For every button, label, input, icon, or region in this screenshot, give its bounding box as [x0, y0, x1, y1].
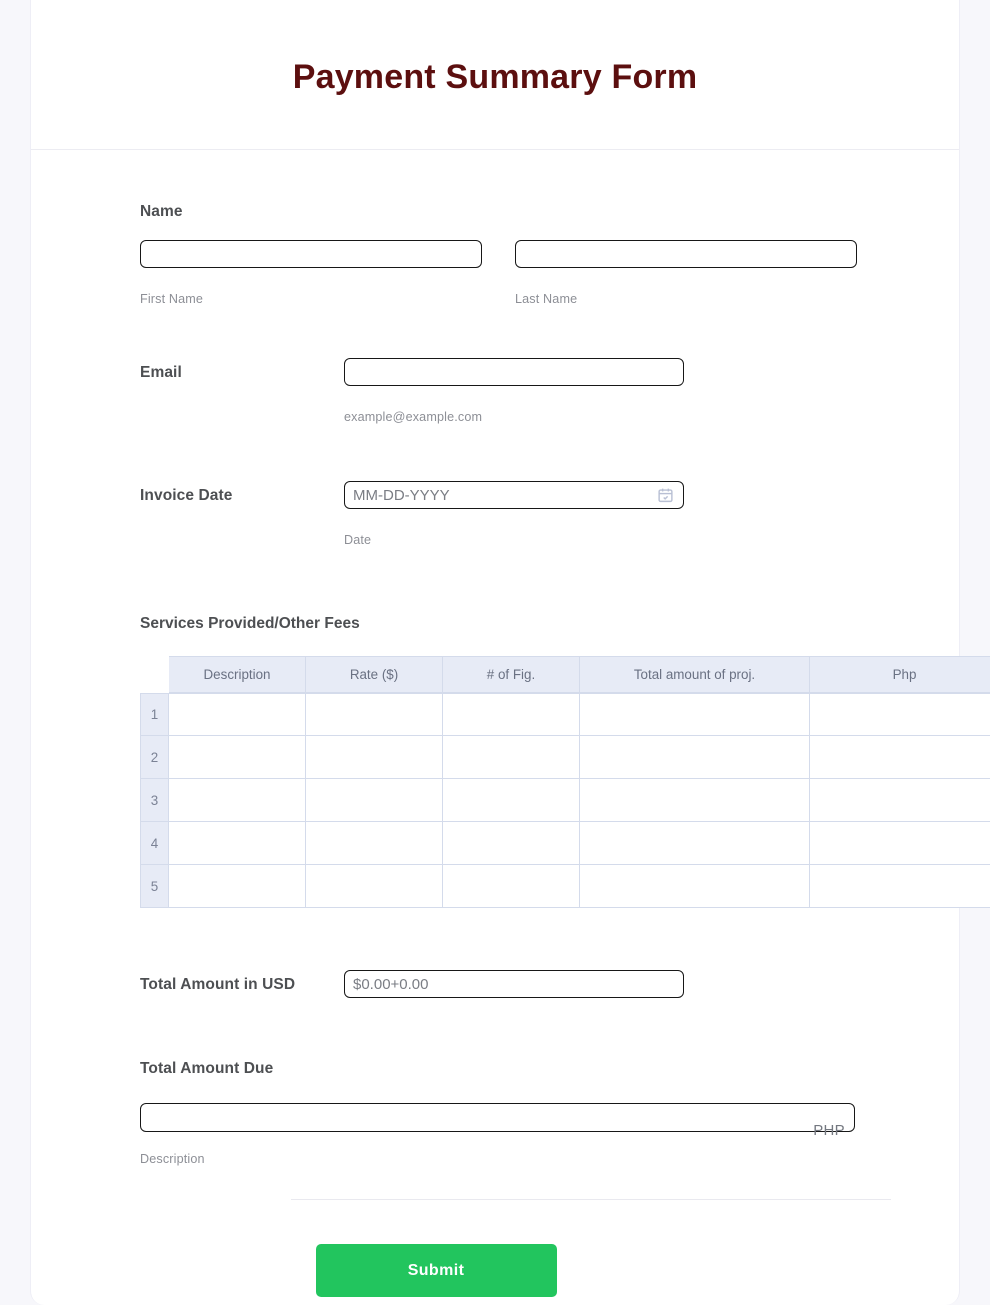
column-header-description: Description [169, 656, 306, 693]
cell-fig[interactable] [443, 865, 580, 908]
table-row [140, 822, 990, 865]
php-currency-suffix: PHP [813, 1122, 845, 1139]
cell-php[interactable] [810, 822, 990, 865]
total-usd-input[interactable]: $0.00+0.00 [344, 970, 684, 998]
total-due-group [31, 1060, 959, 1166]
last-name-column [515, 240, 857, 306]
name-field-group [31, 203, 959, 306]
email-sublabel: example@example.com [344, 410, 483, 424]
calendar-check-icon[interactable] [657, 487, 674, 504]
submit-row [31, 1200, 959, 1297]
last-name-input[interactable] [515, 240, 857, 268]
total-due-input[interactable] [140, 1103, 855, 1132]
invoice-date-control [344, 481, 684, 547]
email-control [344, 358, 684, 424]
services-table-head [140, 656, 990, 693]
form-page [30, 0, 960, 1305]
invoice-date-field-group [31, 481, 959, 547]
cell-description[interactable] [169, 865, 306, 908]
row-number-header [140, 656, 169, 693]
column-header-fig: # of Fig. [443, 656, 580, 693]
name-column-gap [482, 240, 515, 306]
services-table-title: Services Provided/Other Fees [140, 615, 360, 632]
invoice-date-sublabel: Date [344, 533, 372, 547]
total-usd-control [344, 970, 684, 998]
form-body [31, 203, 959, 1297]
services-table-body [140, 693, 990, 908]
table-row [140, 865, 990, 908]
last-name-sublabel: Last Name [515, 292, 578, 306]
first-name-sublabel: First Name [140, 292, 204, 306]
cell-php[interactable] [810, 736, 990, 779]
total-usd-group [31, 970, 959, 998]
name-label: Name [140, 203, 183, 220]
cell-description[interactable] [169, 822, 306, 865]
first-name-input[interactable] [140, 240, 482, 268]
table-row [140, 693, 990, 736]
invoice-date-label: Invoice Date [140, 487, 233, 504]
table-row [140, 779, 990, 822]
table-row [140, 736, 990, 779]
cell-rate[interactable] [306, 779, 443, 822]
column-header-rate: Rate ($) [306, 656, 443, 693]
cell-description[interactable] [169, 693, 306, 736]
cell-fig[interactable] [443, 822, 580, 865]
cell-rate[interactable] [306, 865, 443, 908]
total-due-control [140, 1103, 855, 1139]
cell-rate[interactable] [306, 736, 443, 779]
cell-total-amount[interactable] [580, 865, 810, 908]
cell-total-amount[interactable] [580, 822, 810, 865]
cell-description[interactable] [169, 736, 306, 779]
email-field[interactable] [344, 358, 684, 386]
cell-fig[interactable] [443, 779, 580, 822]
table-header-row [140, 656, 990, 693]
services-table-group [31, 615, 959, 908]
cell-description[interactable] [169, 779, 306, 822]
cell-fig[interactable] [443, 736, 580, 779]
cell-total-amount[interactable] [580, 693, 810, 736]
row-number: 5 [140, 865, 169, 908]
total-due-sublabel: Description [140, 1152, 205, 1166]
page-title: Payment Summary Form [292, 58, 698, 96]
services-table-scroll[interactable] [140, 656, 917, 908]
cell-total-amount[interactable] [580, 736, 810, 779]
invoice-date-input[interactable] [344, 481, 684, 509]
first-name-column [140, 240, 482, 306]
row-number: 3 [140, 779, 169, 822]
column-header-total-amount: Total amount of proj. [580, 656, 810, 693]
column-header-php: Php [810, 656, 990, 693]
total-due-label: Total Amount Due [140, 1060, 274, 1077]
row-number: 2 [140, 736, 169, 779]
cell-total-amount[interactable] [580, 779, 810, 822]
cell-rate[interactable] [306, 693, 443, 736]
submit-button[interactable]: Submit [316, 1244, 557, 1297]
cell-php[interactable] [810, 779, 990, 822]
name-inputs-row [140, 240, 959, 306]
cell-fig[interactable] [443, 693, 580, 736]
email-field-group [31, 358, 959, 424]
email-label: Email [140, 364, 182, 381]
invoice-date-placeholder: MM-DD-YYYY [353, 486, 450, 504]
cell-php[interactable] [810, 865, 990, 908]
row-number: 1 [140, 693, 169, 736]
cell-rate[interactable] [306, 822, 443, 865]
services-table [140, 656, 990, 908]
cell-php[interactable] [810, 693, 990, 736]
row-number: 4 [140, 822, 169, 865]
total-usd-label: Total Amount in USD [140, 976, 296, 993]
form-header [31, 0, 959, 150]
